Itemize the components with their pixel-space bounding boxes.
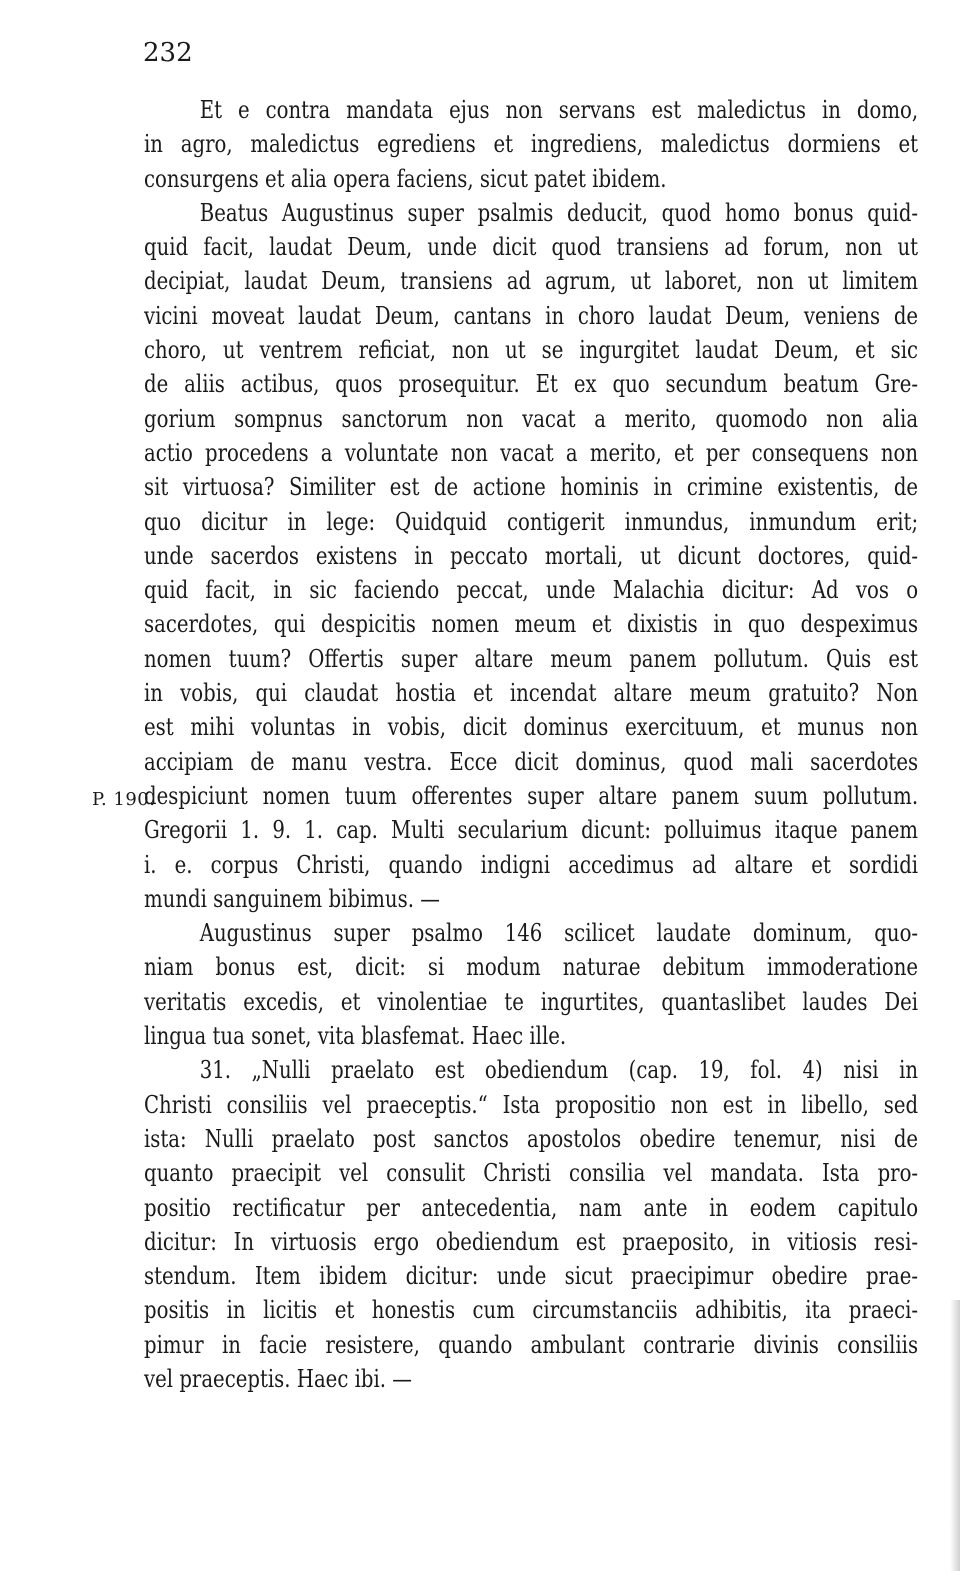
text-line: quid facit, in sic faciendo peccat, unde Malachia dicitur: Ad vos o bbox=[144, 576, 919, 605]
text-line: vel praeceptis. Haec ibi. — bbox=[144, 1364, 412, 1393]
text-line: lingua tua sonet, vita blasfemat. Haec ille. bbox=[144, 1022, 567, 1051]
text-line: Beatus Augustinus super psalmis deducit, quod homo bonus quid- bbox=[199, 198, 919, 227]
text-line: quo dicitur in lege: Quidquid contigerit inmundus, inmundum erit; bbox=[144, 507, 919, 536]
text-line: mundi sanguinem bibimus. — bbox=[144, 884, 440, 913]
text-line: quid facit, laudat Deum, unde dicit quod transiens ad forum, non ut bbox=[144, 233, 919, 262]
text-line: positis in licitis et honestis cum circumstanciis adhibitis, ita praeci- bbox=[144, 1296, 919, 1325]
text-line: veritatis excedis, et vinolentiae te ingurtites, quantaslibet laudes Dei bbox=[144, 987, 919, 1016]
text-line: decipiat, laudat Deum, transiens ad agrum, ut laboret, non ut limitem bbox=[144, 267, 919, 296]
text-line: 31. „Nulli praelato est obediendum (cap. 19, fol. 4) nisi in bbox=[199, 1056, 919, 1085]
text-line: accipiam de manu vestra. Ecce dicit dominus, quod mali sacerdotes bbox=[144, 747, 919, 776]
text-line: de aliis actibus, quos prosequitur. Et ex quo secundum beatum Gre- bbox=[144, 370, 919, 399]
text-line: sit virtuosa? Similiter est de actione hominis in crimine existentis, de bbox=[144, 473, 919, 502]
text-line: Et e contra mandata ejus non servans est maledictus in domo, bbox=[199, 96, 919, 124]
text-line: Gregorii 1. 9. 1. cap. Multi secularium dicunt: polluimus itaque panem bbox=[144, 816, 919, 845]
body-text bbox=[144, 93, 919, 1396]
text-line: nomen tuum? Offertis super altare meum panem pollutum. Quis est bbox=[144, 644, 919, 673]
text-line: dicitur: In virtuosis ergo obediendum est praeposito, in vitiosis resi- bbox=[144, 1227, 919, 1256]
text-line: unde sacerdos existens in peccato mortali, ut dicunt doctores, quid- bbox=[144, 541, 919, 570]
text-line: est mihi voluntas in vobis, dicit dominus exercituum, et munus non bbox=[144, 713, 919, 742]
text-line: choro, ut ventrem reficiat, non ut se ingurgitet laudat Deum, et sic bbox=[144, 336, 919, 365]
text-line: ista: Nulli praelato post sanctos apostolos obedire tenemur, nisi de bbox=[144, 1124, 919, 1153]
text-line: consurgens et alia opera faciens, sicut patet ibidem. bbox=[144, 164, 667, 193]
text-line: in agro, maledictus egrediens et ingrediens, maledictus dormiens et bbox=[144, 130, 919, 159]
margin-reference: P. 190. bbox=[92, 789, 156, 810]
text-line: quanto praecipit vel consulit Christi consilia vel mandata. Ista pro- bbox=[144, 1159, 919, 1188]
text-line: positio rectificatur per antecedentia, nam ante in eodem capitulo bbox=[144, 1193, 919, 1222]
text-line: stendum. Item ibidem dicitur: unde sicut praecipimur obedire prae- bbox=[144, 1262, 919, 1291]
text-line: Augustinus super psalmo 146 scilicet laudate dominum, quo- bbox=[199, 919, 919, 948]
text-line: Christi consiliis vel praeceptis.“ Ista propositio non est in libello, sed bbox=[144, 1090, 919, 1119]
text-line: sacerdotes, qui despicitis nomen meum et dixistis in quo despeximus bbox=[144, 610, 919, 639]
text-line: actio procedens a voluntate non vacat a merito, et per consequens non bbox=[144, 438, 919, 467]
text-line: vicini moveat laudat Deum, cantans in choro laudat Deum, veniens de bbox=[144, 301, 919, 330]
page-number: 232 bbox=[143, 38, 193, 68]
text-line: despiciunt nomen tuum offerentes super altare panem suum pollutum. bbox=[144, 781, 919, 810]
text-line: niam bonus est, dicit: si modum naturae debitum immoderatione bbox=[144, 953, 919, 982]
text-line: pimur in facie resistere, quando ambulant contrarie divinis consiliis bbox=[144, 1330, 919, 1359]
text-line: i. e. corpus Christi, quando indigni accedimus ad altare et sordidi bbox=[144, 850, 919, 879]
page-edge-shadow bbox=[950, 1300, 960, 1571]
text-line: gorium sompnus sanctorum non vacat a merito, quomodo non alia bbox=[144, 404, 919, 433]
text-line: in vobis, qui claudat hostia et incendat altare meum gratuito? Non bbox=[144, 679, 919, 708]
